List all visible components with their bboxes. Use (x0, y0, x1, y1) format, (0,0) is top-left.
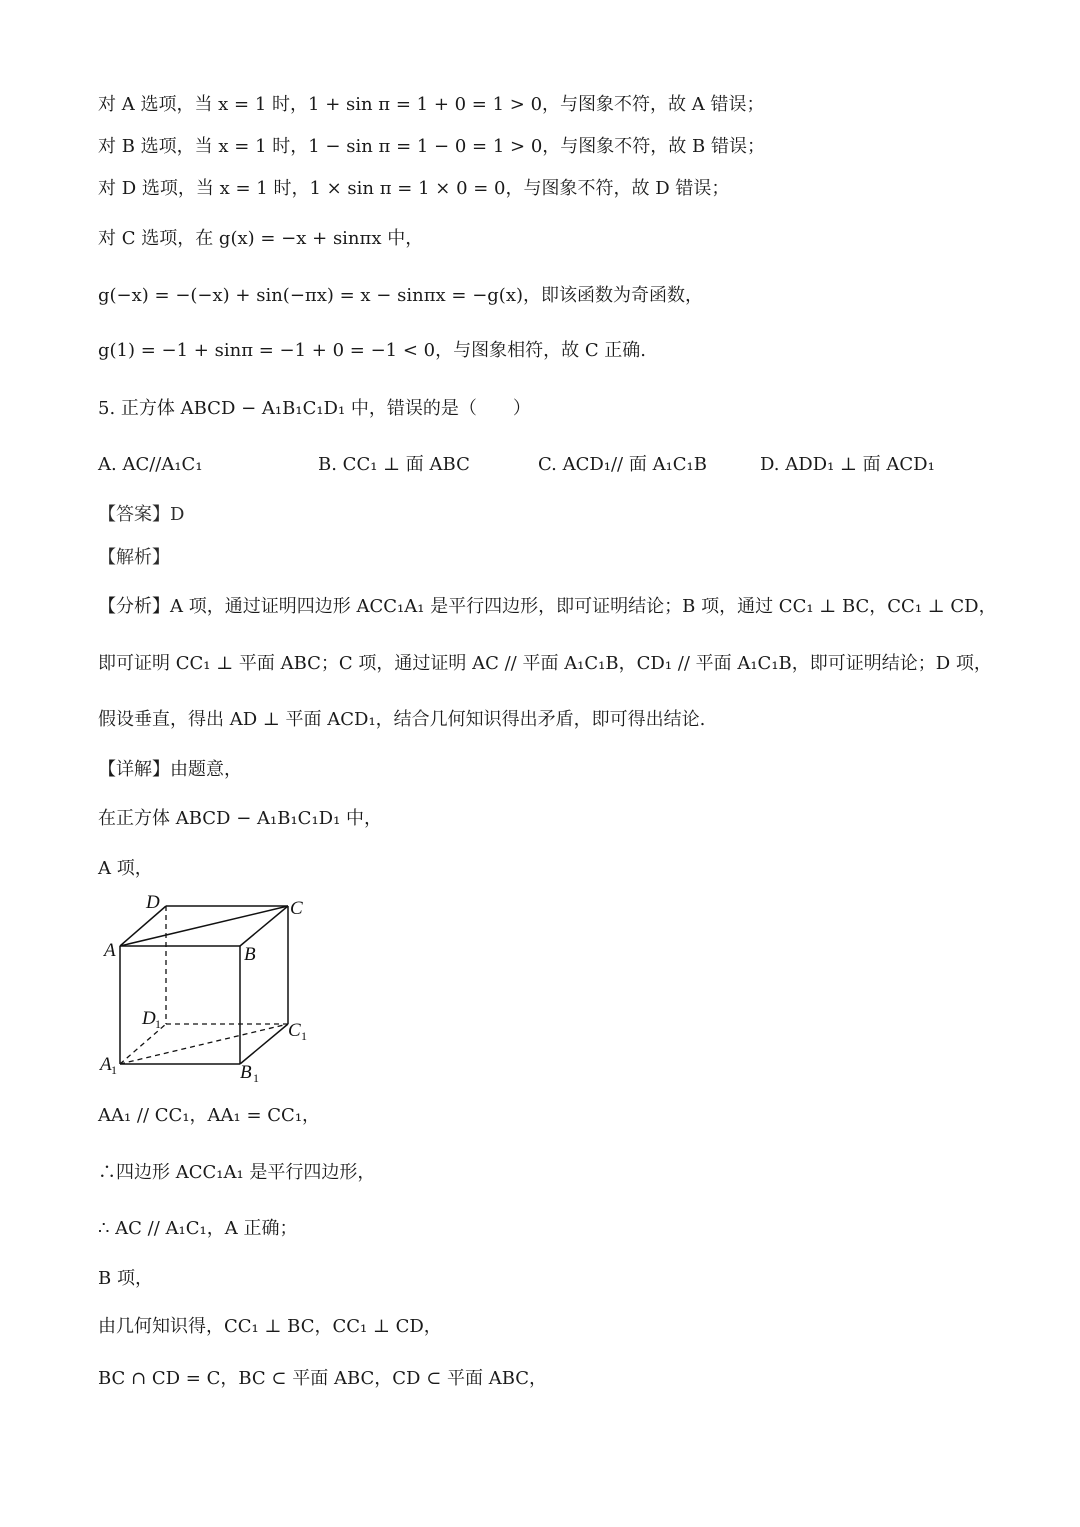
diagonal-A1C1-hidden (120, 1024, 288, 1064)
detail-line: AA₁ // CC₁，AA₁ = CC₁， (98, 1105, 321, 1126)
detail-line: 在正方体 ABCD − A₁B₁C₁D₁ 中， (98, 808, 383, 829)
question-5: 5. 正方体 ABCD − A₁B₁C₁D₁ 中，错误的是（ ） (98, 398, 531, 419)
text-line: 对 A 选项，当 x = 1 时，1 + sin π = 1 + 0 = 1 > 0，与图象不符，故 A 错误； (98, 94, 765, 115)
text-line: g(−x) = −(−x) + sin(−πx) = x − sinπx = −g(x)，即该函数为奇函数， (98, 285, 704, 306)
detail-line: 由几何知识得，CC₁ ⊥ BC，CC₁ ⊥ CD， (98, 1316, 442, 1337)
vertex-label-B1: B (240, 1062, 252, 1083)
option-d: D. ADD₁ ⊥ 面 ACD₁ (760, 454, 935, 475)
detail-line: ∴四边形 ACC₁A₁ 是平行四边形， (98, 1162, 376, 1183)
text-line: g(1) = −1 + sinπ = −1 + 0 = −1 < 0，与图象相符，故 C 正确. (98, 340, 647, 361)
option-b: B. CC₁ ⊥ 面 ABC (318, 454, 470, 475)
vertex-label-A: A (104, 940, 116, 961)
option-c: C. ACD₁// 面 A₁C₁B (538, 454, 707, 475)
analysis-line: 即可证明 CC₁ ⊥ 平面 ABC；C 项，通过证明 AC // 平面 A₁C₁B，CD₁ // 平面 A₁C₁B，即可证明结论；D 项， (98, 653, 992, 674)
detail-line: ∴ AC // A₁C₁，A 正确； (98, 1218, 298, 1239)
answer-line: 【答案】D (98, 504, 185, 525)
vertex-sub-B1: 1 (253, 1071, 259, 1085)
analysis-line: 【分析】A 项，通过证明四边形 ACC₁A₁ 是平行四边形，即可证明结论；B 项，通过 CC₁ ⊥ BC，CC₁ ⊥ CD， (98, 596, 997, 617)
vertex-sub-C1: 1 (301, 1029, 307, 1043)
analysis-heading: 【解析】 (98, 547, 170, 568)
text-line: 对 C 选项，在 g(x) = −x + sinπx 中， (98, 228, 424, 249)
detail-line: 【详解】由题意， (98, 759, 242, 780)
detail-line: BC ∩ CD = C，BC ⊂ 平面 ABC，CD ⊂ 平面 ABC， (98, 1368, 548, 1389)
vertex-label-B: B (244, 944, 256, 965)
vertex-label-A1: A (100, 1054, 112, 1075)
cube-diagram (98, 890, 338, 1090)
vertex-sub-A1: 1 (111, 1063, 117, 1077)
vertex-sub-D1: 1 (155, 1017, 161, 1031)
option-a: A. AC//A₁C₁ (98, 454, 203, 475)
detail-line: A 项， (98, 858, 153, 879)
vertex-label-C1: C (288, 1020, 301, 1041)
text-line: 对 B 选项，当 x = 1 时，1 − sin π = 1 − 0 = 1 > 0，与图象不符，故 B 错误； (98, 136, 765, 157)
vertex-label-D: D (146, 892, 160, 913)
vertex-label-D1: D (142, 1008, 156, 1029)
vertex-label-C: C (290, 898, 303, 919)
text-line: 对 D 选项，当 x = 1 时，1 × sin π = 1 × 0 = 0，与图象不符，故 D 错误； (98, 178, 730, 199)
analysis-line: 假设垂直，得出 AD ⊥ 平面 ACD₁，结合几何知识得出矛盾，即可得出结论. (98, 709, 706, 730)
detail-line: B 项， (98, 1268, 153, 1289)
